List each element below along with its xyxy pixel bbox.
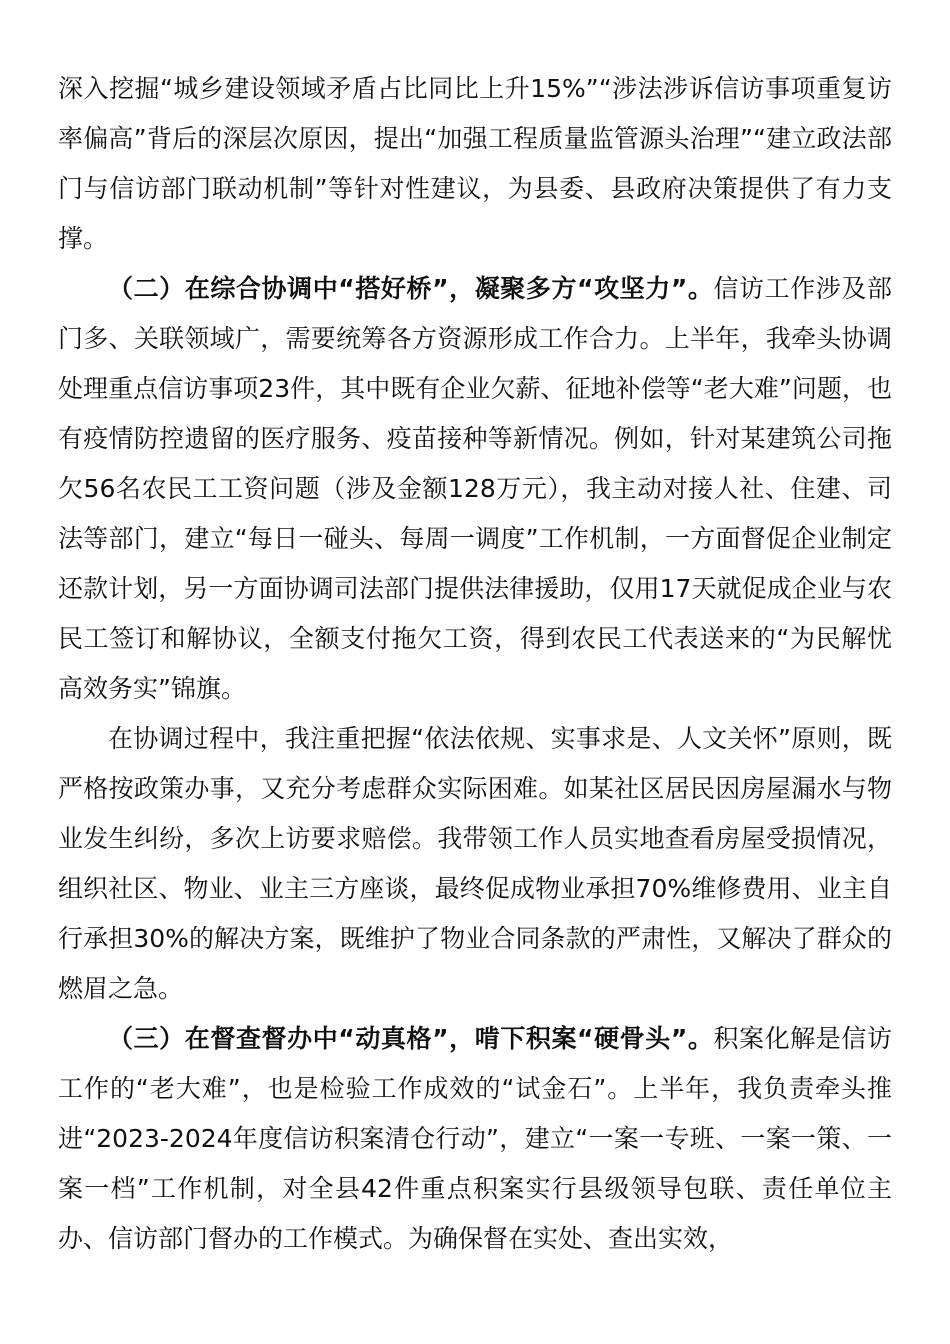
paragraph-section-three	[58, 1014, 892, 1264]
section-heading: （三）在督查督办中“动真格”，啃下积案“硬骨头”。	[108, 1024, 714, 1053]
paragraph-coordination	[58, 714, 892, 1014]
paragraph-continuation	[58, 64, 892, 264]
section-heading: （二）在综合协调中“搭好桥”，凝聚多方“攻坚力”。	[108, 274, 714, 303]
paragraph-text: 深入挖掘“城乡建设领域矛盾占比同比上升15%”“涉法涉诉信访事项重复访率偏高”背后的深层次原因，提出“加强工程质量监管源头治理”“建立政法部门与信访部门联动机制”等针对性建议，为县委、县政府决策提供了有力支撑。	[58, 74, 892, 253]
paragraph-text: 在协调过程中，我注重把握“依法依规、实事求是、人文关怀”原则，既严格按政策办事，又充分考虑群众实际困难。如某社区居民因房屋漏水与物业发生纠纷，多次上访要求赔偿。我带领工作人员实地查看房屋受损情况，组织社区、物业、业主三方座谈，最终促成物业承担70%维修费用、业主自行承担30%的解决方案，既维护了物业合同条款的严肃性，又解决了群众的燃眉之急。	[58, 724, 892, 1003]
document-page	[58, 64, 892, 1264]
paragraph-section-two	[58, 264, 892, 714]
paragraph-text: 信访工作涉及部门多、关联领域广，需要统筹各方资源形成工作合力。上半年，我牵头协调处理重点信访事项23件，其中既有企业欠薪、征地补偿等“老大难”问题，也有疫情防控遗留的医疗服务、疫苗接种等新情况。例如，针对某建筑公司拖欠56名农民工工资问题（涉及金额128万元），我主动对接人社、住建、司法等部门，建立“每日一碰头、每周一调度”工作机制，一方面督促企业制定还款计划，另一方面协调司法部门提供法律援助，仅用17天就促成企业与农民工签订和解协议，全额支付拖欠工资，得到农民工代表送来的“为民解忧高效务实”锦旗。	[58, 274, 892, 703]
paragraph-text: 积案化解是信访工作的“老大难”，也是检验工作成效的“试金石”。上半年，我负责牵头推进“2023-2024年度信访积案清仓行动”，建立“一案一专班、一案一策、一案一档”工作机制，对全县42件重点积案实行县级领导包联、责任单位主办、信访部门督办的工作模式。为确保督在实处、查出实效，	[58, 1024, 892, 1253]
